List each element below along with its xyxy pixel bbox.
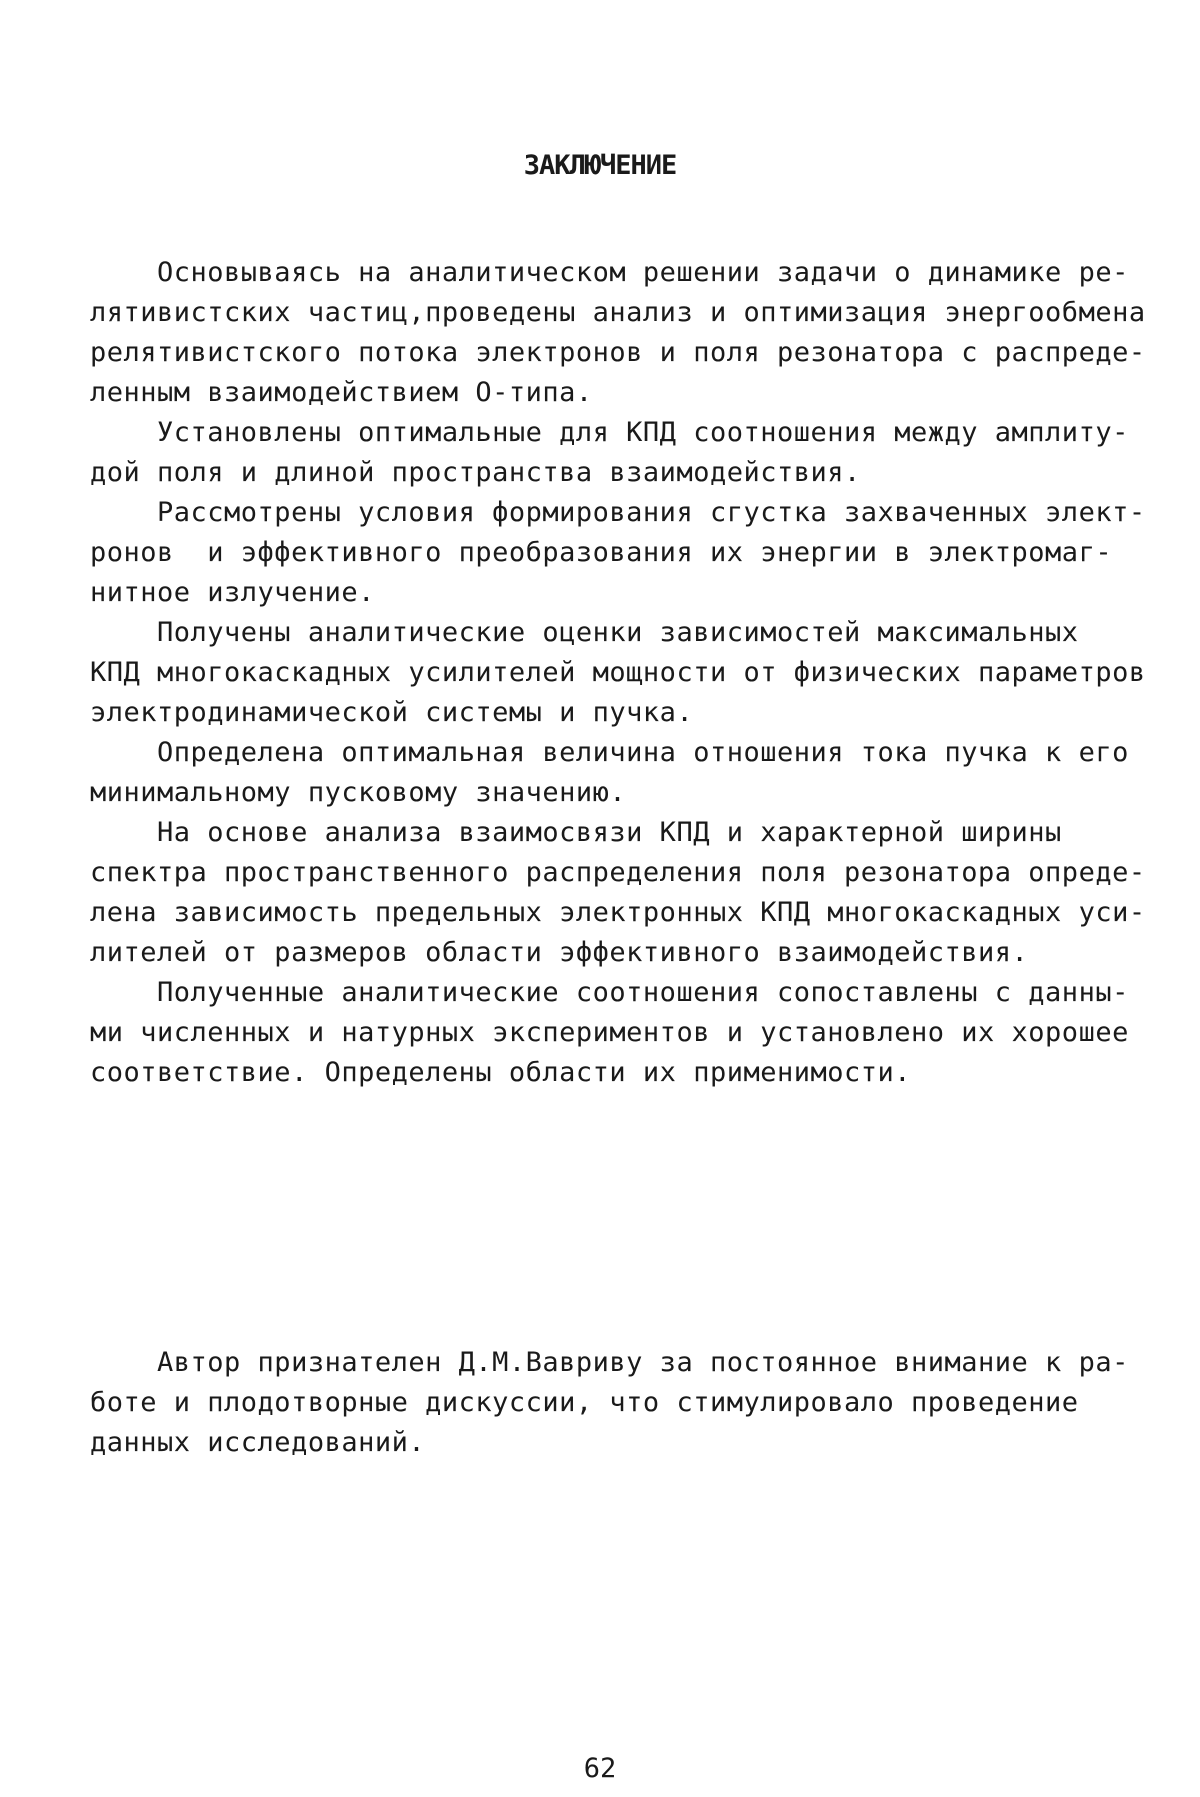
paragraph-1-line-2: лятивистских частиц,проведены анализ и оптимизация энергообмена (90, 297, 1146, 328)
paragraph-3-line-3: нитное излучение. (90, 577, 375, 608)
paragraph-7-line-3: соответствие. Определены области их применимости. (90, 1057, 912, 1088)
paragraph-1-line-3: релятивистского потока электронов и поля резонатора с распреде- (90, 337, 1146, 368)
paragraph-5-line-2: минимальному пусковому значению. (90, 777, 627, 808)
paragraph-6-line-2: спектра пространственного распределения поля резонатора опреде- (90, 857, 1146, 888)
acknowledgement-line-3: данных исследований. (90, 1427, 426, 1458)
paragraph-1-line-4: ленным взаимодействием О-типа. (90, 377, 593, 408)
paragraph-6-line-4: лителей от размеров области эффективного взаимодействия. (90, 937, 1029, 968)
paragraph-6-line-1: На основе анализа взаимосвязи КПД и характерной ширины (90, 817, 1062, 848)
paragraph-3-line-2: ронов и эффективного преобразования их энергии в электромаг- (90, 537, 1113, 568)
paragraph-7-line-1: Полученные аналитические соотношения сопоставлены с данны- (90, 977, 1129, 1008)
paragraph-4-line-1: Получены аналитические оценки зависимостей максимальных (90, 617, 1079, 648)
acknowledgement-line-2: боте и плодотворные дискуссии, что стимулировало проведение (90, 1387, 1079, 1418)
paragraph-7-line-2: ми численных и натурных экспериментов и установлено их хорошее (90, 1017, 1129, 1048)
paragraph-3-line-1: Рассмотрены условия формирования сгустка захваченных элект- (90, 497, 1146, 528)
paragraph-6-line-3: лена зависимость предельных электронных КПД многокаскадных уси- (90, 897, 1146, 928)
paragraph-4-line-2: КПД многокаскадных усилителей мощности от физических параметров (90, 657, 1146, 688)
paragraph-4-line-3: электродинамической системы и пучка. (90, 697, 694, 728)
paragraph-2-line-2: дой поля и длиной пространства взаимодействия. (90, 457, 861, 488)
paragraph-2-line-1: Установлены оптимальные для КПД соотношения между амплиту- (90, 417, 1129, 448)
paragraph-1-line-1: Основываясь на аналитическом решении задачи о динамике ре- (90, 257, 1129, 288)
paragraph-5-line-1: Определена оптимальная величина отношения тока пучка к его (90, 737, 1129, 768)
page-title: ЗАКЛЮЧЕНИЕ (523, 150, 677, 181)
acknowledgement-line-1: Автор признателен Д.М.Вавриву за постоянное внимание к ра- (90, 1347, 1129, 1378)
page-number: 62 (583, 1753, 617, 1784)
